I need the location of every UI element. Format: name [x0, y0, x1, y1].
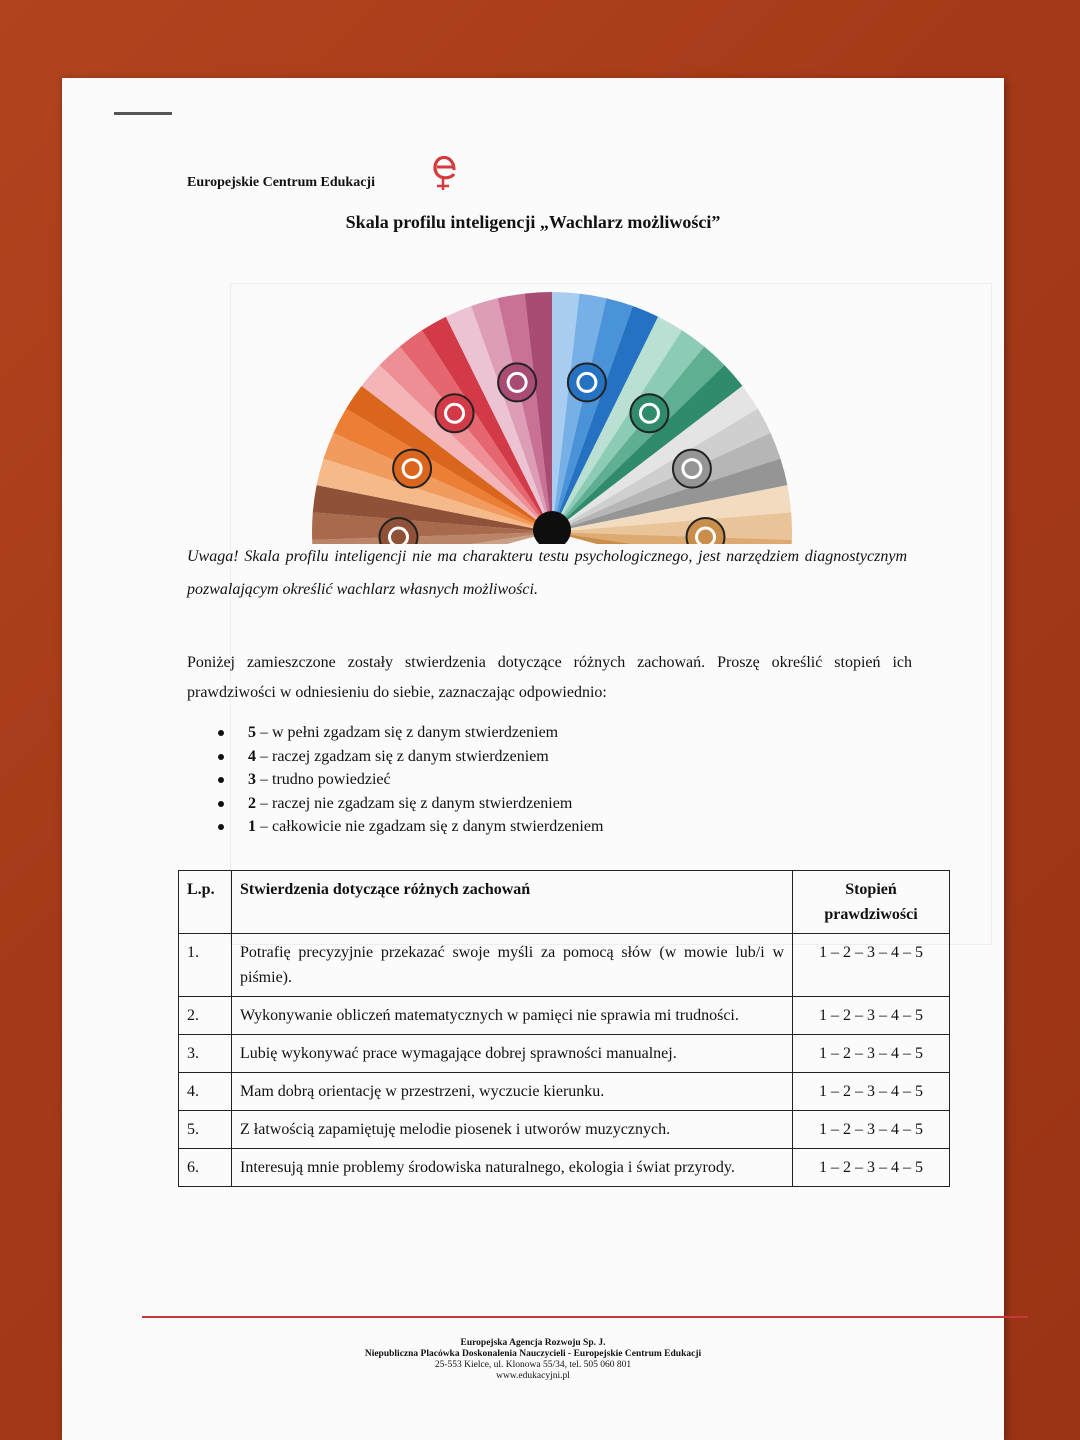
table-row	[179, 1149, 950, 1187]
row-number: 4.	[179, 1073, 232, 1111]
sun-icon	[673, 450, 711, 488]
intelligence-fan-diagram	[302, 282, 802, 544]
table-row	[179, 1111, 950, 1149]
page-footer	[62, 1338, 1004, 1382]
disclaimer-note: Uwaga! Skala profilu inteligencji nie ma charakteru testu psychologicznego, jest narzędziem diagnostycznym pozwalającym określić wachlarz własnych możliwości.	[187, 548, 907, 598]
row-number: 3.	[179, 1035, 232, 1073]
scale-item-1: 1 – całkowicie nie zgadzam się z danym stwierdzeniem	[212, 815, 603, 839]
header-statements: Stwierdzenia dotyczące różnych zachowań	[232, 871, 793, 934]
row-rating-scale[interactable]: 1 – 2 – 3 – 4 – 5	[793, 1111, 950, 1149]
scale-item-4: 4 – raczej zgadzam się z danym stwierdzeniem	[212, 745, 603, 769]
row-statement: Lubię wykonywać prace wymagające dobrej sprawności manualnej.	[232, 1035, 793, 1073]
document-title: Skala profilu inteligencji „Wachlarz możliwości”	[345, 212, 721, 232]
header-lp: L.p.	[179, 871, 232, 934]
row-rating-scale[interactable]: 1 – 2 – 3 – 4 – 5	[793, 997, 950, 1035]
row-number: 5.	[179, 1111, 232, 1149]
music-note-icon	[568, 363, 606, 401]
row-rating-scale[interactable]: 1 – 2 – 3 – 4 – 5	[793, 1149, 950, 1187]
pen-mark	[114, 112, 172, 115]
calculator-icon	[393, 450, 431, 488]
footer-website: www.edukacyjni.pl	[496, 1371, 570, 1381]
statements-table	[178, 870, 950, 1187]
footer-company: Europejska Agencja Rozwoju Sp. J.	[460, 1338, 606, 1348]
organization-header: Europejskie Centrum Edukacji	[187, 175, 375, 190]
row-statement: Wykonywanie obliczeń matematycznych w pamięci nie sprawia mi trudności.	[232, 997, 793, 1035]
scale-item-2: 2 – raczej nie zgadzam się z danym stwierdzeniem	[212, 792, 603, 816]
scale-item-3: 3 – trudno powiedzieć	[212, 768, 603, 792]
scale-item-5: 5 – w pełni zgadzam się z danym stwierdzeniem	[212, 721, 603, 745]
ece-logo-icon	[427, 150, 463, 196]
row-statement: Z łatwością zapamiętuję melodie piosenek i utworów muzycznych.	[232, 1111, 793, 1149]
table-row	[179, 997, 950, 1035]
table-row	[179, 1035, 950, 1073]
header-degree: Stopień prawdziwości	[793, 871, 950, 934]
hand-icon	[498, 363, 536, 401]
rating-scale-list	[212, 721, 603, 839]
footer-address: 25-553 Kielce, ul. Klonowa 55/34, tel. 505 060 801	[434, 1360, 632, 1370]
row-number: 2.	[179, 997, 232, 1035]
instructions-paragraph: Poniżej zamieszczone zostały stwierdzenia dotyczące różnych zachowań. Proszę określić stopień ich prawdziwości w odniesieniu do siebie, zaznaczając odpowiednio:	[187, 654, 912, 701]
table-row	[179, 934, 950, 997]
document-page	[62, 78, 1004, 1440]
row-rating-scale[interactable]: 1 – 2 – 3 – 4 – 5	[793, 934, 950, 997]
row-statement: Interesują mnie problemy środowiska naturalnego, ekologia i świat przyrody.	[232, 1149, 793, 1187]
row-statement: Potrafię precyzyjnie przekazać swoje myśli za pomocą słów (w mowie lub/i w piśmie).	[232, 934, 793, 997]
row-rating-scale[interactable]: 1 – 2 – 3 – 4 – 5	[793, 1073, 950, 1111]
footer-divider	[142, 1316, 1028, 1318]
leaf-icon	[630, 394, 668, 432]
row-number: 6.	[179, 1149, 232, 1187]
row-rating-scale[interactable]: 1 – 2 – 3 – 4 – 5	[793, 1035, 950, 1073]
row-statement: Mam dobrą orientację w przestrzeni, wyczucie kierunku.	[232, 1073, 793, 1111]
table-row	[179, 1073, 950, 1111]
table-header-row	[179, 871, 950, 934]
footer-institution: Niepubliczna Placówka Doskonalenia Nauczycieli - Europejskie Centrum Edukacji	[364, 1349, 702, 1359]
runner-icon	[436, 394, 474, 432]
row-number: 1.	[179, 934, 232, 997]
